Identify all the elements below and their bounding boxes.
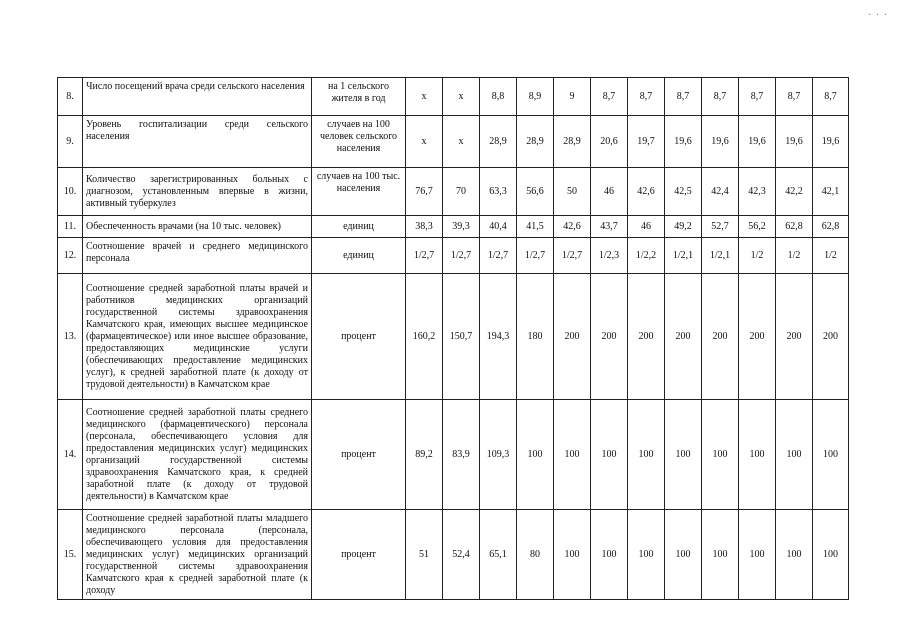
indicator-value: 1/2,7: [517, 238, 554, 274]
row-number: 14.: [58, 400, 83, 510]
indicator-value: 180: [517, 274, 554, 400]
indicator-value: 52,4: [443, 510, 480, 600]
indicator-value: 62,8: [813, 216, 849, 238]
row-number: 12.: [58, 238, 83, 274]
indicator-value: 42,2: [776, 168, 813, 216]
indicator-value: 28,9: [554, 116, 591, 168]
indicator-value: 19,6: [702, 116, 739, 168]
indicator-value: 8,9: [517, 78, 554, 116]
unit-of-measure: процент: [312, 510, 406, 600]
unit-of-measure: единиц: [312, 216, 406, 238]
indicator-value: 41,5: [517, 216, 554, 238]
table-body: [58, 78, 849, 600]
indicator-value: 1/2,7: [406, 238, 443, 274]
indicator-value: 62,8: [776, 216, 813, 238]
indicator-value: 100: [739, 510, 776, 600]
indicator-value: 70: [443, 168, 480, 216]
table-row: [58, 216, 849, 238]
indicator-value: 8,7: [628, 78, 665, 116]
indicator-value: 1/2: [776, 238, 813, 274]
indicator-value: 1/2,1: [665, 238, 702, 274]
indicator-value: 200: [702, 274, 739, 400]
indicator-value: 76,7: [406, 168, 443, 216]
row-number: 13.: [58, 274, 83, 400]
indicator-value: 42,5: [665, 168, 702, 216]
indicator-value: 200: [628, 274, 665, 400]
table-row: [58, 78, 849, 116]
indicator-value: 8,7: [665, 78, 702, 116]
indicator-value: 63,3: [480, 168, 517, 216]
indicator-name: Соотношение средней заработной платы среднего медицинского (фармацевтического) персонала (персонала, обеспечивающего условия для предоставления медицинских услуг) медицинских организаций государственной системы здравоохранения Камчатского края, к средней заработной плате (к доходу от трудовой деятельности) в Камчатском крае: [83, 400, 312, 510]
indicator-value: 56,2: [739, 216, 776, 238]
indicator-value: 200: [739, 274, 776, 400]
indicator-value: 100: [702, 510, 739, 600]
indicators-table: [57, 77, 849, 600]
table-row: [58, 510, 849, 600]
indicator-value: 200: [591, 274, 628, 400]
unit-of-measure: единиц: [312, 238, 406, 274]
indicator-value: 200: [665, 274, 702, 400]
indicator-name: Число посещений врача среди сельского населения: [83, 78, 312, 116]
page-corner-mark: · · ·: [868, 10, 888, 21]
indicator-value: 109,3: [480, 400, 517, 510]
indicator-value: 42,6: [554, 216, 591, 238]
indicator-value: 80: [517, 510, 554, 600]
indicator-value: 1/2: [813, 238, 849, 274]
indicator-value: 200: [813, 274, 849, 400]
indicator-value: х: [443, 78, 480, 116]
indicator-value: 200: [776, 274, 813, 400]
indicator-value: 100: [702, 400, 739, 510]
unit-of-measure: процент: [312, 274, 406, 400]
indicator-value: 160,2: [406, 274, 443, 400]
row-number: 11.: [58, 216, 83, 238]
indicator-value: 1/2,7: [554, 238, 591, 274]
indicator-value: 8,7: [813, 78, 849, 116]
indicator-name: Обеспеченность врачами (на 10 тыс. человек): [83, 216, 312, 238]
indicator-value: 49,2: [665, 216, 702, 238]
row-number: 8.: [58, 78, 83, 116]
indicator-value: 100: [554, 400, 591, 510]
indicator-value: 9: [554, 78, 591, 116]
unit-of-measure: случаев на 100 тыс. населения: [312, 168, 406, 216]
indicator-value: 8,8: [480, 78, 517, 116]
indicator-value: 100: [554, 510, 591, 600]
indicator-value: 51: [406, 510, 443, 600]
indicator-value: 100: [776, 400, 813, 510]
indicator-value: 42,6: [628, 168, 665, 216]
indicator-value: 42,4: [702, 168, 739, 216]
table-row: [58, 274, 849, 400]
indicator-value: 100: [591, 510, 628, 600]
indicator-value: 56,6: [517, 168, 554, 216]
table-row: [58, 168, 849, 216]
indicator-value: 46: [591, 168, 628, 216]
indicator-value: 19,6: [665, 116, 702, 168]
indicator-value: 46: [628, 216, 665, 238]
indicator-name: Соотношение средней заработной платы младшего медицинского персонала (персонала, обеспечивающего условия для предоставления медицинских услуг) медицинских организаций государственной системы здравоохранения Камчатского края к средней заработной плате (к доходу: [83, 510, 312, 600]
indicator-value: 19,6: [739, 116, 776, 168]
indicator-name: Соотношение средней заработной платы врачей и работников медицинских организаций государственной системы здравоохранения Камчатского края, имеющих высшее медицинское (фармацевтическое) или иное высшее образование, предоставляющих медицинские услуги (обеспечивающих предоставление медицинских услуг), к средней заработной плате (к доходу от трудовой деятельности) в Камчатском крае: [83, 274, 312, 400]
indicator-value: 8,7: [739, 78, 776, 116]
indicator-name: Количество зарегистрированных больных с диагнозом, установленным впервые в жизни, активный туберкулез: [83, 168, 312, 216]
row-number: 9.: [58, 116, 83, 168]
indicator-value: 42,3: [739, 168, 776, 216]
table-row: [58, 238, 849, 274]
indicator-value: 1/2,2: [628, 238, 665, 274]
indicator-name: Соотношение врачей и среднего медицинского персонала: [83, 238, 312, 274]
indicator-value: 52,7: [702, 216, 739, 238]
indicator-name: Уровень госпитализации среди сельского населения: [83, 116, 312, 168]
indicator-value: 100: [628, 400, 665, 510]
row-number: 15.: [58, 510, 83, 600]
indicator-value: 8,7: [591, 78, 628, 116]
indicator-value: 1/2,7: [443, 238, 480, 274]
indicator-value: 100: [628, 510, 665, 600]
indicator-value: 1/2: [739, 238, 776, 274]
indicator-value: 50: [554, 168, 591, 216]
indicator-value: 83,9: [443, 400, 480, 510]
indicator-value: 100: [591, 400, 628, 510]
indicator-value: 89,2: [406, 400, 443, 510]
indicator-value: 42,1: [813, 168, 849, 216]
indicator-value: 65,1: [480, 510, 517, 600]
indicator-value: 1/2,1: [702, 238, 739, 274]
indicator-value: 43,7: [591, 216, 628, 238]
indicator-value: х: [406, 116, 443, 168]
indicator-value: 100: [665, 400, 702, 510]
indicator-value: 19,6: [776, 116, 813, 168]
indicator-value: 28,9: [517, 116, 554, 168]
indicator-value: 100: [517, 400, 554, 510]
table-row: [58, 400, 849, 510]
indicator-value: 8,7: [776, 78, 813, 116]
indicator-value: 40,4: [480, 216, 517, 238]
indicator-value: 20,6: [591, 116, 628, 168]
indicator-value: 8,7: [702, 78, 739, 116]
indicator-value: 38,3: [406, 216, 443, 238]
indicator-value: х: [406, 78, 443, 116]
indicator-value: 150,7: [443, 274, 480, 400]
indicator-value: х: [443, 116, 480, 168]
indicator-value: 100: [813, 400, 849, 510]
indicator-value: 194,3: [480, 274, 517, 400]
indicator-value: 100: [739, 400, 776, 510]
indicator-value: 19,6: [813, 116, 849, 168]
indicator-value: 19,7: [628, 116, 665, 168]
indicator-value: 100: [665, 510, 702, 600]
row-number: 10.: [58, 168, 83, 216]
indicator-value: 100: [813, 510, 849, 600]
indicator-value: 39,3: [443, 216, 480, 238]
indicator-value: 1/2,7: [480, 238, 517, 274]
table-row: [58, 116, 849, 168]
indicator-value: 1/2,3: [591, 238, 628, 274]
indicator-value: 100: [776, 510, 813, 600]
indicator-value: 28,9: [480, 116, 517, 168]
unit-of-measure: случаев на 100 человек сельского населения: [312, 116, 406, 168]
indicator-value: 200: [554, 274, 591, 400]
unit-of-measure: на 1 сельского жителя в год: [312, 78, 406, 116]
unit-of-measure: процент: [312, 400, 406, 510]
